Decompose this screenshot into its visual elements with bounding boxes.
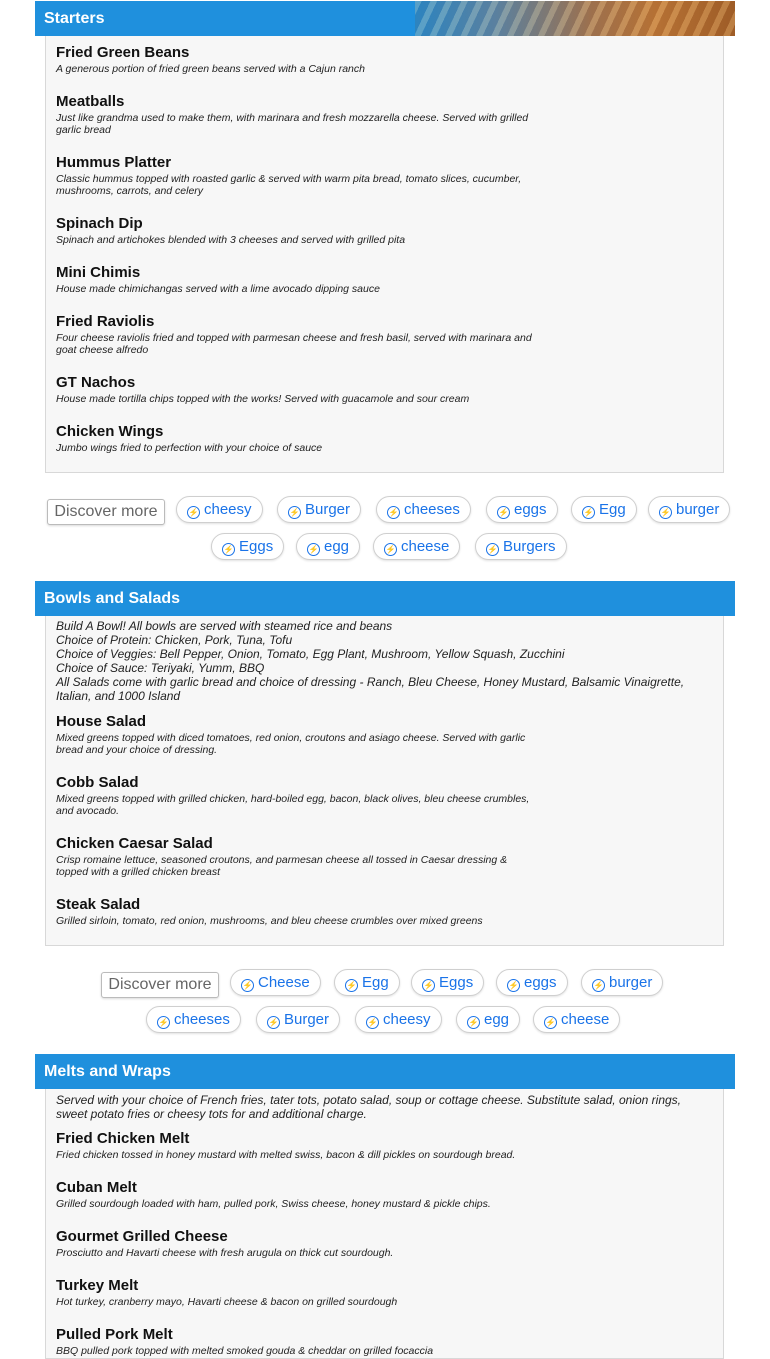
menu-item — [56, 896, 536, 927]
search-chip[interactable]: ⚡ Eggs — [211, 533, 284, 560]
section-title: Bowls and Salads — [44, 590, 181, 607]
menu-note: Choice of Protein: Chicken, Pork, Tuna, Tofu — [56, 633, 293, 647]
section-header-starters — [35, 1, 735, 36]
item-description: Mixed greens topped with grilled chicken, hard-boiled egg, bacon, black olives, bleu cheese crumbles, and avocado. — [56, 793, 530, 817]
discover-more-label: Discover more — [101, 972, 219, 998]
search-chip[interactable]: ⚡ Burger — [256, 1006, 340, 1033]
lightning-bolt-icon: ⚡ — [593, 981, 604, 990]
search-chip[interactable]: ⚡ Egg — [334, 969, 400, 996]
bowls-panel — [45, 616, 724, 946]
lightning-bolt-icon: ⚡ — [223, 545, 234, 554]
item-name: Steak Salad — [56, 896, 141, 913]
lightning-bolt-icon: ⚡ — [158, 1018, 169, 1027]
item-name: Fried Green Beans — [56, 44, 190, 61]
item-description: Spinach and artichokes blended with 3 cheeses and served with grilled pita — [56, 234, 406, 246]
item-description: Grilled sirloin, tomato, red onion, mushrooms, and bleu cheese crumbles over mixed greens — [56, 915, 483, 927]
menu-item — [56, 93, 536, 136]
item-name: GT Nachos — [56, 374, 136, 391]
item-description: House made tortilla chips topped with the works! Served with guacamole and sour cream — [56, 393, 470, 405]
item-name: Turkey Melt — [56, 1277, 139, 1294]
lightning-bolt-icon: ⚡ — [388, 508, 399, 517]
menu-item — [56, 423, 536, 454]
lightning-bolt-icon: ⚡ — [468, 1018, 479, 1027]
search-chip[interactable]: ⚡ egg — [456, 1006, 520, 1033]
menu-item — [56, 835, 536, 878]
melts-panel — [45, 1089, 724, 1359]
item-name: Mini Chimis — [56, 264, 141, 281]
menu-item — [56, 713, 536, 756]
menu-item — [56, 1130, 536, 1161]
lightning-bolt-icon: ⚡ — [545, 1018, 556, 1027]
menu-note: Served with your choice of French fries, tater tots, potato salad, soup or cottage cheese. Substitute salad, onion rings, sweet potato fries or cheesy tots for and additional charge. — [56, 1093, 682, 1121]
section-title: Melts and Wraps — [44, 1063, 171, 1080]
lightning-bolt-icon: ⚡ — [487, 545, 498, 554]
item-description: Four cheese raviolis fried and topped with parmesan cheese and fresh basil, served with marinara and goat cheese alfredo — [56, 332, 532, 356]
menu-item — [56, 1277, 536, 1308]
lightning-bolt-icon: ⚡ — [367, 1018, 378, 1027]
item-name: Meatballs — [56, 93, 125, 110]
lightning-bolt-icon: ⚡ — [660, 508, 671, 517]
search-chip[interactable]: ⚡ Eggs — [411, 969, 484, 996]
menu-note: Choice of Veggies: Bell Pepper, Onion, Tomato, Egg Plant, Mushroom, Yellow Squash, Zucchini — [56, 647, 565, 661]
item-name: Gourmet Grilled Cheese — [56, 1228, 228, 1245]
item-name: Pulled Pork Melt — [56, 1326, 173, 1343]
item-description: Just like grandma used to make them, with marinara and fresh mozzarella cheese. Served with grilled garlic bread — [56, 112, 529, 136]
lightning-bolt-icon: ⚡ — [498, 508, 509, 517]
search-chip[interactable]: ⚡ Cheese — [230, 969, 321, 996]
lightning-bolt-icon: ⚡ — [508, 981, 519, 990]
lightning-bolt-icon: ⚡ — [289, 508, 300, 517]
search-chip[interactable]: ⚡ egg — [296, 533, 360, 560]
lightning-bolt-icon: ⚡ — [242, 981, 253, 990]
menu-item — [56, 215, 536, 246]
menu-note: Build A Bowl! All bowls are served with steamed rice and beans — [56, 619, 393, 633]
item-description: BBQ pulled pork topped with melted smoked gouda & cheddar on grilled focaccia — [56, 1345, 434, 1357]
search-chip[interactable]: ⚡ cheesy — [355, 1006, 442, 1033]
item-name: Hummus Platter — [56, 154, 172, 171]
lightning-bolt-icon: ⚡ — [423, 981, 434, 990]
menu-item — [56, 1228, 536, 1259]
search-chip[interactable]: ⚡ cheese — [533, 1006, 620, 1033]
item-name: Chicken Wings — [56, 423, 164, 440]
search-chip[interactable]: ⚡ cheeses — [376, 496, 471, 523]
lightning-bolt-icon: ⚡ — [308, 545, 319, 554]
item-description: Hot turkey, cranberry mayo, Havarti cheese & bacon on grilled sourdough — [56, 1296, 398, 1308]
menu-item — [56, 154, 536, 197]
menu-item — [56, 374, 536, 405]
search-chip[interactable]: ⚡ cheesy — [176, 496, 263, 523]
item-name: Cobb Salad — [56, 774, 139, 791]
item-description: A generous portion of fried green beans served with a Cajun ranch — [56, 63, 365, 75]
lightning-bolt-icon: ⚡ — [346, 981, 357, 990]
header-decoration-image — [415, 1, 735, 36]
section-title: Starters — [44, 10, 105, 27]
item-name: Cuban Melt — [56, 1179, 137, 1196]
search-chip[interactable]: ⚡ burger — [648, 496, 730, 523]
section-header-melts-and-wraps — [35, 1054, 735, 1089]
search-chip[interactable]: ⚡ eggs — [486, 496, 558, 523]
lightning-bolt-icon: ⚡ — [385, 545, 396, 554]
menu-item — [56, 1326, 536, 1357]
item-name: Chicken Caesar Salad — [56, 835, 213, 852]
item-description: Crisp romaine lettuce, seasoned croutons, and parmesan cheese all tossed in Caesar dressing & topped with a grilled chicken breast — [56, 854, 508, 878]
item-description: Jumbo wings fried to perfection with your choice of sauce — [56, 442, 323, 454]
search-chip[interactable]: ⚡ cheeses — [146, 1006, 241, 1033]
item-name: Fried Raviolis — [56, 313, 155, 330]
search-chip[interactable]: ⚡ Burgers — [475, 533, 567, 560]
search-chip[interactable]: ⚡ Burger — [277, 496, 361, 523]
item-description: Fried chicken tossed in honey mustard with melted swiss, bacon & dill pickles on sourdough bread. — [56, 1149, 516, 1161]
starters-panel — [45, 36, 724, 473]
menu-item — [56, 1179, 536, 1210]
item-description: Mixed greens topped with diced tomatoes, red onion, croutons and asiago cheese. Served with garlic bread and your choice of dressing. — [56, 732, 526, 756]
search-chip[interactable]: ⚡ burger — [581, 969, 663, 996]
search-chip[interactable]: ⚡ Egg — [571, 496, 637, 523]
search-chip[interactable]: ⚡ eggs — [496, 969, 568, 996]
item-name: Spinach Dip — [56, 215, 143, 232]
menu-item — [56, 313, 536, 356]
item-description: Classic hummus topped with roasted garlic & served with warm pita bread, tomato slices, cucumber, mushrooms, carrots, and celery — [56, 173, 522, 197]
item-name: Fried Chicken Melt — [56, 1130, 190, 1147]
item-description: Prosciutto and Havarti cheese with fresh arugula on thick cut sourdough. — [56, 1247, 394, 1259]
item-name: House Salad — [56, 713, 147, 730]
lightning-bolt-icon: ⚡ — [268, 1018, 279, 1027]
menu-item — [56, 44, 536, 75]
menu-note: All Salads come with garlic bread and choice of dressing - Ranch, Bleu Cheese, Honey Mustard, Balsamic Vinaigrette, Italian, and 1000 Island — [56, 675, 685, 703]
search-chip[interactable]: ⚡ cheese — [373, 533, 460, 560]
menu-note: Choice of Sauce: Teriyaki, Yumm, BBQ — [56, 661, 265, 675]
menu-item — [56, 774, 536, 817]
discover-more-label: Discover more — [47, 499, 165, 525]
item-description: Grilled sourdough loaded with ham, pulled pork, Swiss cheese, honey mustard & pickle chips. — [56, 1198, 491, 1210]
lightning-bolt-icon: ⚡ — [188, 508, 199, 517]
menu-item — [56, 264, 536, 295]
section-header-bowls-and-salads — [35, 581, 735, 616]
item-description: House made chimichangas served with a lime avocado dipping sauce — [56, 283, 380, 295]
lightning-bolt-icon: ⚡ — [583, 508, 594, 517]
